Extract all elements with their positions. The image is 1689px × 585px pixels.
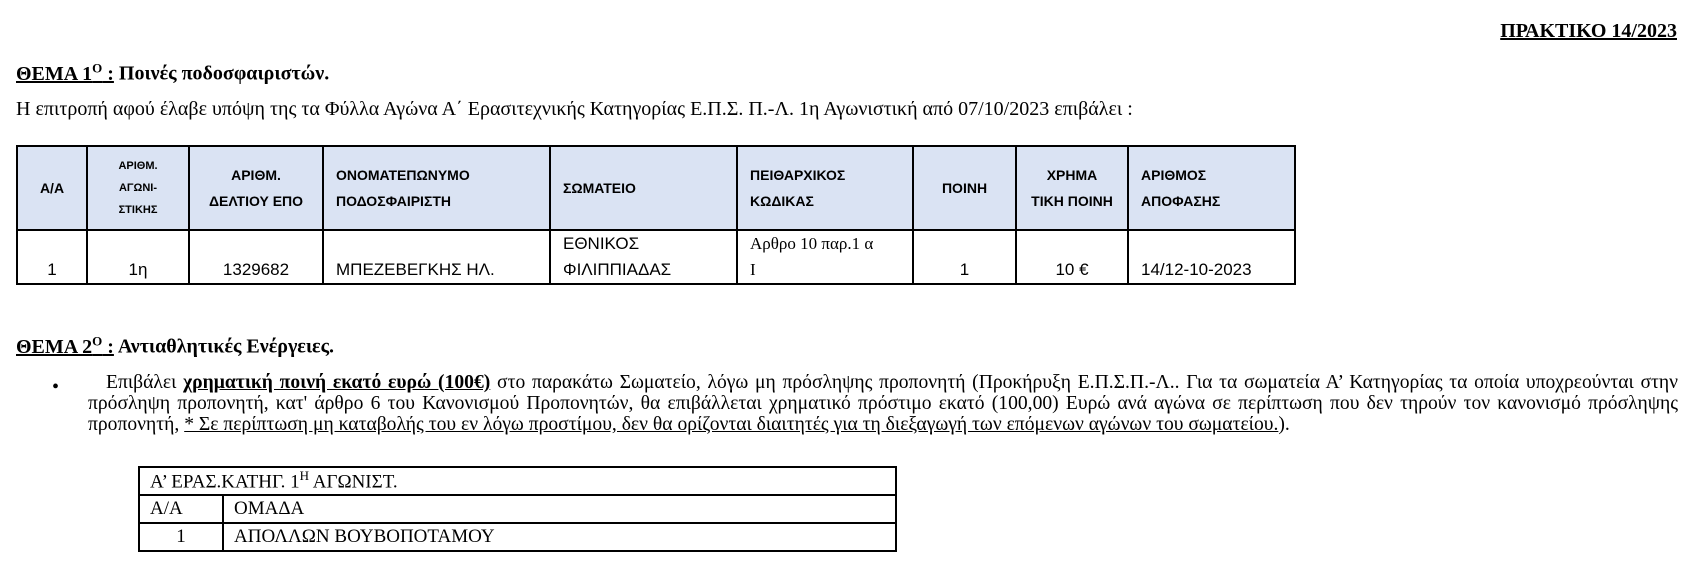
bullet-point: • (52, 376, 60, 398)
thema-2-heading: ΘΕΜΑ $2^O$ : Αντιαθλητικές Ενέργειες. (16, 333, 335, 358)
teams-col-aa: Α/Α (139, 495, 223, 523)
cell-poini: 1 (913, 230, 1016, 284)
teams-table (138, 466, 897, 552)
header-agonistiki: ΑΡΙΘΜ. ΑΓΩΝΙ- ΣΤΙΚΗΣ (87, 146, 189, 230)
header-deltio: ΑΡΙΘΜ. ΔΕΛΤΙΟΥ ΕΠΟ (189, 146, 323, 230)
header-kodikas: ΠΕΙΘΑΡΧΙΚΟΣ ΚΩΔΙΚΑΣ (737, 146, 913, 230)
teams-heading-row (139, 467, 896, 495)
thema-2-text: Επιβάλει χρηματική ποινή εκατό ευρώ (100€) στο παρακάτω Σωματείο, λόγω μη πρόσληψης προπονητή (Προκήρυξη Ε.Π.Σ.Π.-Λ.. Για τα σωματεία Α’ Κατηγορίας τα οποία υποχρεούνται στην πρόσληψη προπονητή, κατ' άρθρο 6 του Κανονισμού Προπονητών, θα επιβάλλεται χρηματικό πρόστιμο εκατό (100,00) Ευρώ ανά αγώνα σε περίπτωση που δεν τηρούν τον κανονισμό πρόσληψης προπονητή, * Σε περίπτωση μη καταβολής του εν λόγω προστίμου, δεν θα ορίζονται διαιτητές για τη διεξαγωγή των επόμενων αγώνων του σωματείου.). (88, 372, 1679, 435)
penalties-header-row (17, 146, 1295, 230)
header-apofasi: ΑΡΙΘΜΟΣ ΑΠΟΦΑΣΗΣ (1128, 146, 1295, 230)
teams-cell-team: ΑΠΟΛΛΩΝ ΒΟΥΒΟΠΟΤΑΜΟΥ (223, 523, 896, 551)
table-row (17, 230, 1295, 284)
teams-cell-aa: 1 (139, 523, 223, 551)
document-title: ΠΡΑΚΤΙΚΟ 14/2023 (1500, 20, 1677, 42)
penalties-table (16, 145, 1296, 285)
cell-kodikas: Αρθρο 10 παρ.1 α Ι (737, 230, 913, 284)
header-aa: Α/Α (17, 146, 87, 230)
header-poini: ΠΟΙΝΗ (913, 146, 1016, 230)
teams-heading: Α’ ΕΡΑΣ.ΚΑΤΗΓ. $1^H$ ΑΓΩΝΙΣΤ. (139, 467, 896, 495)
cell-aa: 1 (17, 230, 87, 284)
cell-deltio: 1329682 (189, 230, 323, 284)
header-onoma: ΟΝΟΜΑΤΕΠΩΝΥΜΟ ΠΟΔΟΣΦΑΙΡΙΣΤΗ (323, 146, 550, 230)
header-somateio: ΣΩΜΑΤΕΙΟ (550, 146, 737, 230)
teams-col-team: ΟΜΑΔΑ (223, 495, 896, 523)
cell-xrima: 10 € (1016, 230, 1128, 284)
cell-somateio: ΕΘΝΙΚΟΣ ΦΙΛΙΠΠΙΑΔΑΣ (550, 230, 737, 284)
cell-onoma: ΜΠΕΖΕΒΕΓΚΗΣ ΗΛ. (323, 230, 550, 284)
thema-1-heading: ΘΕΜΑ $1^O$ : Ποινές ποδοσφαιριστών. (16, 60, 330, 85)
table-row (139, 523, 896, 551)
cell-agonistiki: 1η (87, 230, 189, 284)
thema-1-intro: Η επιτροπή αφού έλαβε υπόψη της τα Φύλλα Αγώνα Α΄ Ερασιτεχνικής Κατηγορίας Ε.Π.Σ. Π.-Λ. 1η Αγωνιστική από 07/10/2023 επιβάλει : (16, 98, 1133, 120)
teams-header-row (139, 495, 896, 523)
header-xrima: ΧΡΗΜΑ ΤΙΚΗ ΠΟΙΝΗ (1016, 146, 1128, 230)
cell-apofasi: 14/12-10-2023 (1128, 230, 1295, 284)
